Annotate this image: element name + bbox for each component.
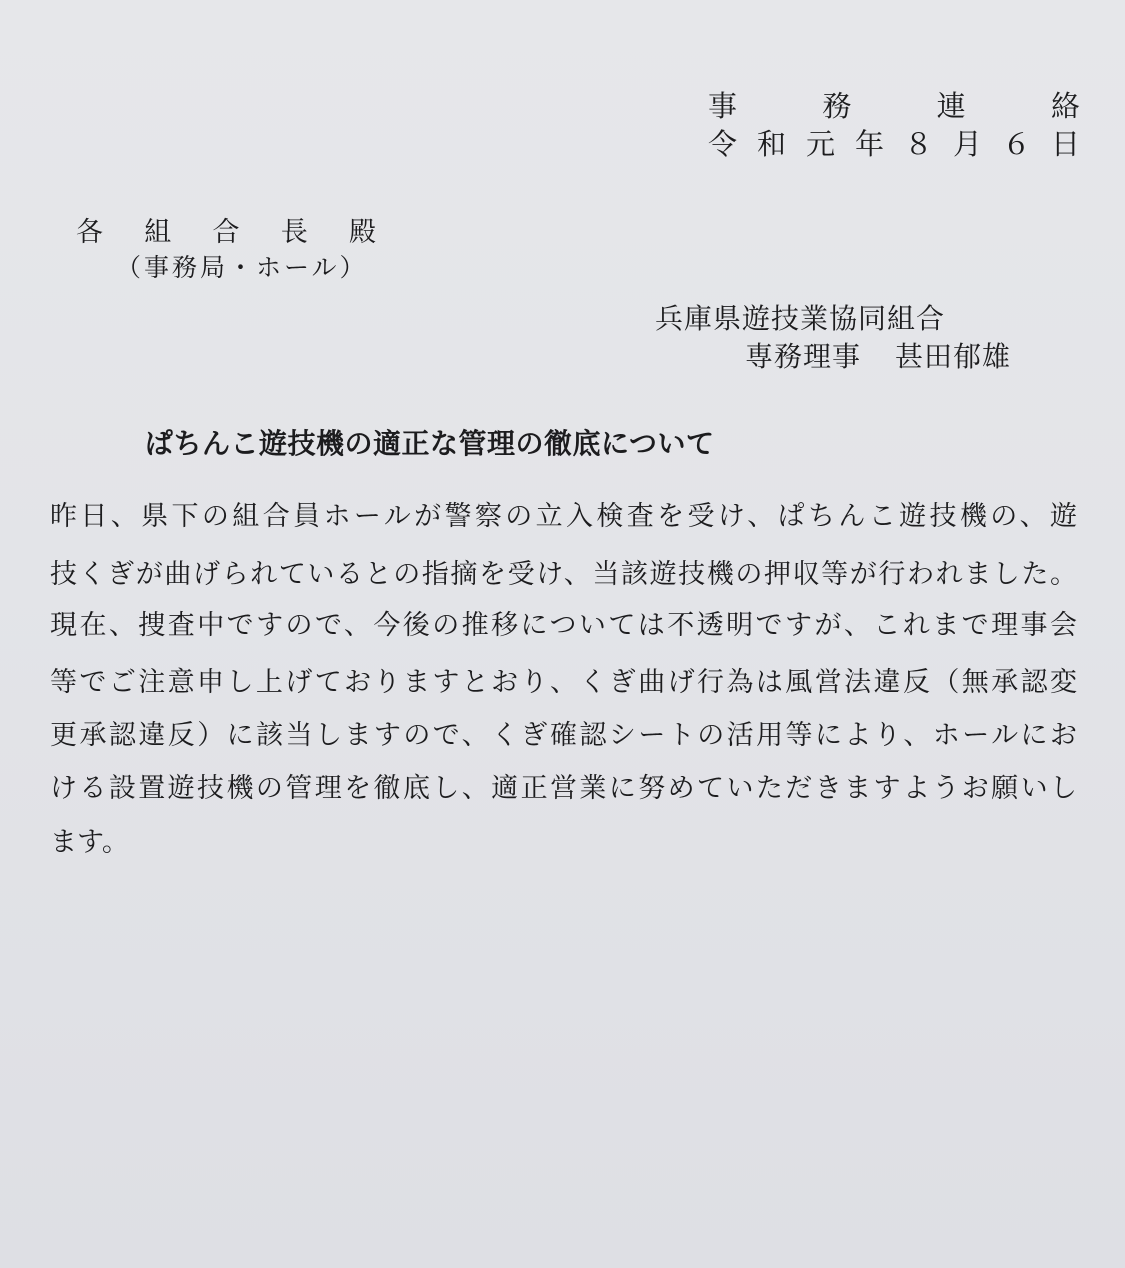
document-type-label: 事 務 連 絡 — [708, 89, 1080, 123]
body-line: 技くぎが曲げられているとの指摘を受け、当該遊技機の押収等が行われました。 — [50, 559, 1077, 590]
body-line: ます。 — [50, 827, 129, 858]
body-line: 現在、捜査中ですので、今後の推移については不透明ですが、これまで理事会 — [50, 610, 1077, 641]
document-date: 令和元年８月６日 — [708, 127, 1080, 161]
body-line: 更承認違反）に該当しますので、くぎ確認シートの活用等により、ホールにお — [50, 720, 1077, 751]
sender-person — [745, 335, 1011, 375]
body-line: 等でご注意申し上げておりますとおり、くぎ曲げ行為は風営法違反（無承認変 — [50, 667, 1077, 698]
body-line: ける設置遊技機の管理を徹底し、適正営業に努めていただきますようお願いし — [50, 773, 1077, 804]
sender-name: 甚田郁雄 — [895, 340, 1012, 373]
sender-organization: 兵庫県遊技業協同組合 — [655, 302, 946, 335]
addressee-note: （事務局・ホール） — [116, 253, 368, 282]
sender-title: 専務理事 — [745, 340, 862, 373]
body-line: 昨日、県下の組合員ホールが警察の立入検査を受け、ぱちんこ遊技機の、遊 — [50, 501, 1077, 532]
addressee-name: 各組合長殿 — [76, 217, 376, 248]
document-title: ぱちんこ遊技機の適正な管理の徹底について — [145, 427, 715, 460]
